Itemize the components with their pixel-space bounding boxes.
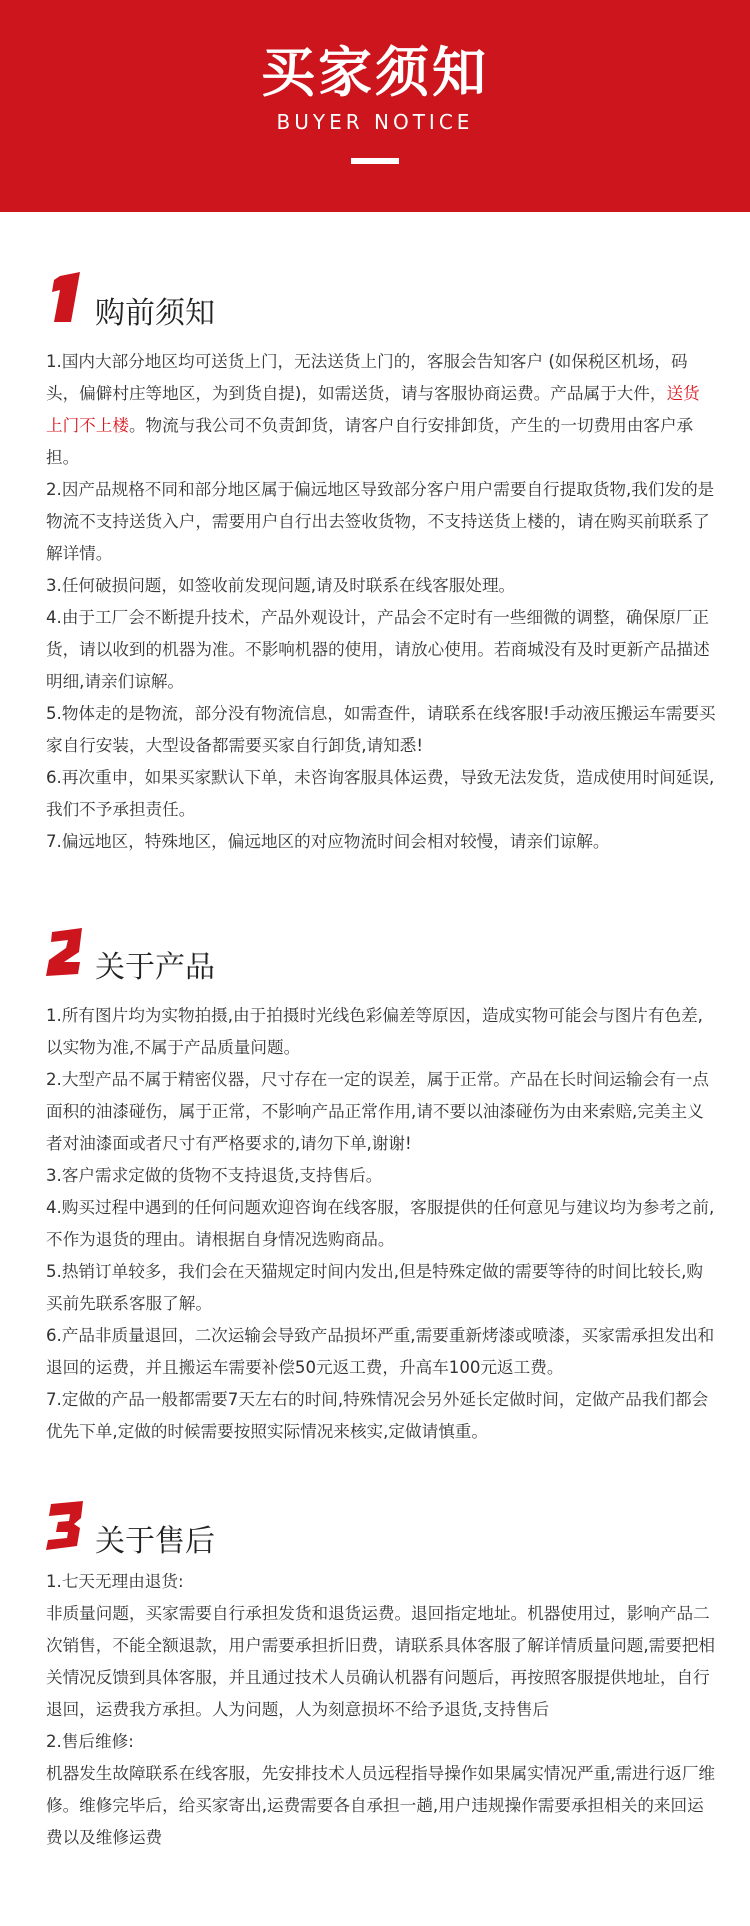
- section-after-sales: [46, 1496, 716, 1854]
- section-number: 2: [46, 922, 47, 923]
- page-subtitle: BUYER NOTICE: [276, 110, 474, 134]
- list-item: 2.售后维修:: [46, 1732, 134, 1751]
- header-banner: [0, 0, 750, 212]
- section-body: [46, 1000, 716, 1448]
- list-item: 7.定做的产品一般都需要7天左右的时间,特殊情况会另外延长定做时间，定做产品我们都会优先下单,定做的时候需要按照实际情况来核实,定做请慎重。: [46, 1390, 709, 1441]
- list-item: 6.产品非质量退回，二次运输会导致产品损坏严重,需要重新烤漆或喷漆，买家需承担发出和退回的运费，并且搬运车需要补偿50元返工费，升高车100元返工费。: [46, 1326, 715, 1377]
- list-item: 非质量问题，买家需要自行承担发货和退货运费。退回指定地址。机器使用过，影响产品二次销售，不能全额退款，用户需要承担折旧费，请联系具体客服了解详情质量问题,需要把相关情况反馈到具体客服，并且通过技术人员确认机器有问题后，再按照客服提供地址，自行退回，运费我方承担。人为问题，人为刻意损坏不给予退货,支持售后: [46, 1604, 716, 1719]
- list-item: 2.因产品规格不同和部分地区属于偏远地区导致部分客户用户需要自行提取货物,我们发的是物流不支持送货入户，需要用户自行出去签收货物，不支持送货上楼的，请在购买前联系了解详情。: [46, 480, 715, 563]
- list-item: 3.客户需求定做的货物不支持退货,支持售后。: [46, 1166, 383, 1185]
- list-item: 4.由于工厂会不断提升技术，产品外观设计，产品会不定时有一些细微的调整，确保原厂正货，请以收到的机器为准。不影响机器的使用，请放心使用。若商城没有及时更新产品描述明细,请亲们谅解。: [46, 608, 710, 691]
- number-two-badge: [46, 922, 86, 982]
- list-item: 6.再次重申，如果买家默认下单，未咨询客服具体运费，导致无法发货，造成使用时间延误,我们不予承担责任。: [46, 768, 715, 819]
- list-item: 7.偏远地区，特殊地区，偏远地区的对应物流时间会相对较慢，请亲们谅解。: [46, 832, 610, 851]
- page-title: 买家须知: [261, 41, 489, 104]
- section-title: 关于售后: [95, 1524, 215, 1559]
- section-body: [46, 1566, 716, 1854]
- title-underline: [351, 158, 399, 164]
- list-item: 1.所有图片均为实物拍摄,由于拍摄时光线色彩偏差等原因，造成实物可能会与图片有色差,以实物为准,不属于产品质量问题。: [46, 1006, 703, 1057]
- list-item: 3.任何破损问题，如签收前发现问题,请及时联系在线客服处理。: [46, 576, 516, 595]
- number-three-badge: [46, 1496, 86, 1556]
- list-item: 1.七天无理由退货:: [46, 1572, 184, 1591]
- section-number: 3: [46, 1496, 47, 1497]
- section-about-product: [46, 922, 716, 1448]
- section-number: 1: [46, 268, 47, 269]
- number-one-badge: [46, 268, 86, 328]
- section-before-purchase: [46, 268, 716, 858]
- list-item: 2.大型产品不属于精密仪器，尺寸存在一定的误差，属于正常。产品在长时间运输会有一点面积的油漆碰伤，属于正常，不影响产品正常作用,请不要以油漆碰伤为由来索赔,完美主义者对油漆面或者尺寸有严格要求的,请勿下单,谢谢!: [46, 1070, 709, 1153]
- list-item: 5.物体走的是物流，部分没有物流信息，如需查件，请联系在线客服!手动液压搬运车需要买家自行安装，大型设备都需要买家自行卸货,请知悉!: [46, 704, 716, 755]
- list-item: 5.热销订单较多，我们会在天猫规定时间内发出,但是特殊定做的需要等待的时间比较长,购买前先联系客服了解。: [46, 1262, 703, 1313]
- list-item: 机器发生故障联系在线客服，先安排技术人员远程指导操作如果属实情况严重,需进行返厂维修。维修完毕后，给买家寄出,运费需要各自承担一趟,用户违规操作需要承担相关的来回运费以及维修运费: [46, 1764, 716, 1847]
- section-body: [46, 346, 716, 858]
- list-item: 1.国内大部分地区均可送货上门，无法送货上门的，客服会告知客户 (如保税区机场，码头，偏僻村庄等地区，为到货自提)，如需送货，请与客服协商运费。产品属于大件，送货上门不上楼。物流与我公司不负责卸货，请客户自行安排卸货，产生的一切费用由客户承担。: [46, 352, 700, 467]
- section-heading: [46, 922, 716, 988]
- section-title: 购前须知: [95, 296, 215, 331]
- list-item: 4.购买过程中遇到的任何问题欢迎咨询在线客服，客服提供的任何意见与建议均为参考之前,不作为退货的理由。请根据自身情况选购商品。: [46, 1198, 715, 1249]
- section-heading: [46, 1496, 716, 1562]
- section-heading: [46, 268, 716, 334]
- section-title: 关于产品: [95, 950, 215, 985]
- highlight-text: 送货上门不上楼: [46, 384, 700, 435]
